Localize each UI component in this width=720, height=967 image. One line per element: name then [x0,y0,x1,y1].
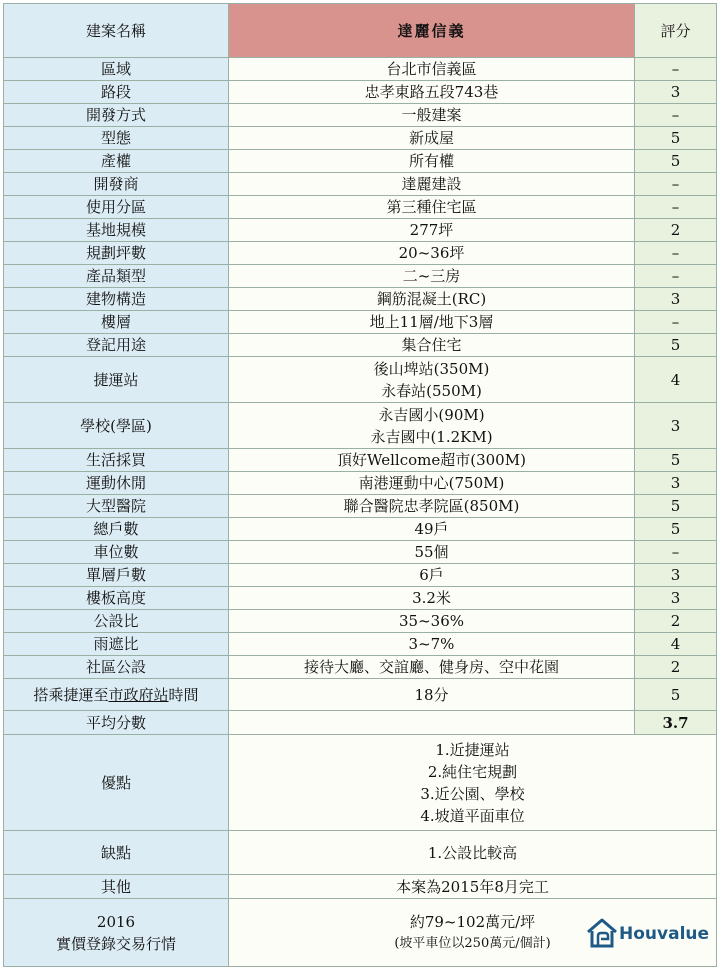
pros-list [229,735,717,831]
table-row [4,242,717,265]
mrt-line-2: 永春站(550M) [381,381,482,400]
mrt-value [229,357,635,403]
row-label: 開發方式 [4,104,229,127]
mrt-score: 4 [635,357,717,403]
row-value: 55個 [229,541,635,564]
school-label: 學校(學區) [4,403,229,449]
school-value [229,403,635,449]
table-row [4,150,717,173]
row-score: – [635,196,717,219]
row-value: 鋼筋混凝土(RC) [229,288,635,311]
cons-list [229,831,717,875]
row-score: 5 [635,495,717,518]
row-label: 產品類型 [4,265,229,288]
row-score: 2 [635,219,717,242]
row-label: 登記用途 [4,334,229,357]
row-label: 車位數 [4,541,229,564]
mrt-line-1: 後山埤站(350M) [373,359,490,378]
project-info-table [3,3,717,967]
average-label: 平均分數 [4,711,229,735]
row-value: 南港運動中心(750M) [229,472,635,495]
score-header: 評分 [635,4,717,58]
table-row [4,564,717,587]
row-label: 運動休閒 [4,472,229,495]
school-line-1: 永吉國小(90M) [378,405,485,424]
row-score: 4 [635,633,717,656]
row-score: – [635,58,717,81]
row-score: 3 [635,81,717,104]
mrt-label: 捷運站 [4,357,229,403]
school-score: 3 [635,403,717,449]
row-label: 公設比 [4,610,229,633]
row-score: 5 [635,127,717,150]
pros-item: 4.坡道平面車位 [420,806,525,825]
row-label: 樓板高度 [4,587,229,610]
other-row [4,875,717,899]
row-label: 基地規模 [4,219,229,242]
row-value: 3.2米 [229,587,635,610]
table-row [4,334,717,357]
pros-item: 3.近公園、學校 [420,784,525,803]
average-row [4,711,717,735]
school-row [4,403,717,449]
row-value: 接待大廳、交誼廳、健身房、空中花園 [229,656,635,679]
other-value: 本案為2015年8月完工 [229,875,717,899]
cons-row [4,831,717,875]
table-row [4,219,717,242]
header-row [4,4,717,58]
row-score: – [635,242,717,265]
other-label: 其他 [4,875,229,899]
row-score: 5 [635,150,717,173]
row-label: 型態 [4,127,229,150]
table-row [4,58,717,81]
row-score: 2 [635,610,717,633]
row-label: 建物構造 [4,288,229,311]
row-score: – [635,311,717,334]
price-line-2: (坡平車位以250萬元/個計) [394,935,551,951]
row-value: 台北市信義區 [229,58,635,81]
pros-row [4,735,717,831]
table-row [4,288,717,311]
pros-label: 優點 [4,735,229,831]
row-score: 5 [635,518,717,541]
commute-score: 5 [635,679,717,711]
row-value: 所有權 [229,150,635,173]
row-score: – [635,173,717,196]
row-value: 新成屋 [229,127,635,150]
commute-value: 18分 [229,679,635,711]
row-score: – [635,265,717,288]
row-label: 單層戶數 [4,564,229,587]
row-value: 35~36% [229,610,635,633]
table-row [4,265,717,288]
row-value: 達麗建設 [229,173,635,196]
commute-label [4,679,229,711]
row-value: 忠孝東路五段743巷 [229,81,635,104]
row-label: 總戶數 [4,518,229,541]
row-label: 雨遮比 [4,633,229,656]
row-label: 社區公設 [4,656,229,679]
row-score: 3 [635,564,717,587]
commute-row [4,679,717,711]
row-value: 集合住宅 [229,334,635,357]
average-score: 3.7 [635,711,717,735]
row-value: 地上11層/地下3層 [229,311,635,334]
table-row [4,173,717,196]
row-score: 3 [635,472,717,495]
row-value: 20~36坪 [229,242,635,265]
cons-item: 1.公設比較高 [427,843,518,862]
row-score: – [635,104,717,127]
table-row [4,449,717,472]
row-score: 3 [635,587,717,610]
row-label: 生活採買 [4,449,229,472]
table-row [4,311,717,334]
price-label-text: 實價登錄交易行情 [55,934,176,953]
row-score: 3 [635,288,717,311]
table-row [4,656,717,679]
pros-item: 1.近捷運站 [435,740,510,759]
row-value: 6戶 [229,564,635,587]
table-row [4,472,717,495]
table-row [4,127,717,150]
table-row [4,81,717,104]
table-row [4,196,717,219]
row-label: 開發商 [4,173,229,196]
table-row [4,610,717,633]
row-value: 聯合醫院忠孝院區(850M) [229,495,635,518]
row-label: 規劃坪數 [4,242,229,265]
table-row [4,633,717,656]
row-label: 產權 [4,150,229,173]
pros-item: 2.純住宅規劃 [427,762,518,781]
row-score: – [635,541,717,564]
commute-label-station: 市政府站 [108,685,169,704]
commute-label-pre: 搭乘捷運至 [33,685,109,704]
cons-label: 缺點 [4,831,229,875]
average-blank [229,711,635,735]
price-label [4,899,229,967]
row-score: 2 [635,656,717,679]
row-value: 3~7% [229,633,635,656]
row-label: 使用分區 [4,196,229,219]
table-row [4,104,717,127]
row-label: 路段 [4,81,229,104]
row-label: 樓層 [4,311,229,334]
table-row [4,495,717,518]
row-value: 49戶 [229,518,635,541]
commute-label-post: 時間 [168,685,199,704]
table-row [4,541,717,564]
row-score: 5 [635,449,717,472]
house-logo-icon [585,916,619,950]
project-name-label: 建案名稱 [4,4,229,58]
row-score: 5 [635,334,717,357]
table-row [4,518,717,541]
row-value: 一般建案 [229,104,635,127]
row-value: 277坪 [229,219,635,242]
row-label: 區域 [4,58,229,81]
project-title: 達麗信義 [229,4,635,58]
mrt-row [4,357,717,403]
row-value: 第三種住宅區 [229,196,635,219]
price-line-1: 約79~102萬元/坪 [409,912,536,931]
table-row [4,587,717,610]
logo-text: Houvalue [619,924,710,944]
row-label: 大型醫院 [4,495,229,518]
houvalue-logo [585,914,715,952]
row-value: 二~三房 [229,265,635,288]
price-label-year: 2016 [96,912,136,931]
school-line-2: 永吉國中(1.2KM) [370,427,493,446]
row-value: 頂好Wellcome超市(300M) [229,449,635,472]
